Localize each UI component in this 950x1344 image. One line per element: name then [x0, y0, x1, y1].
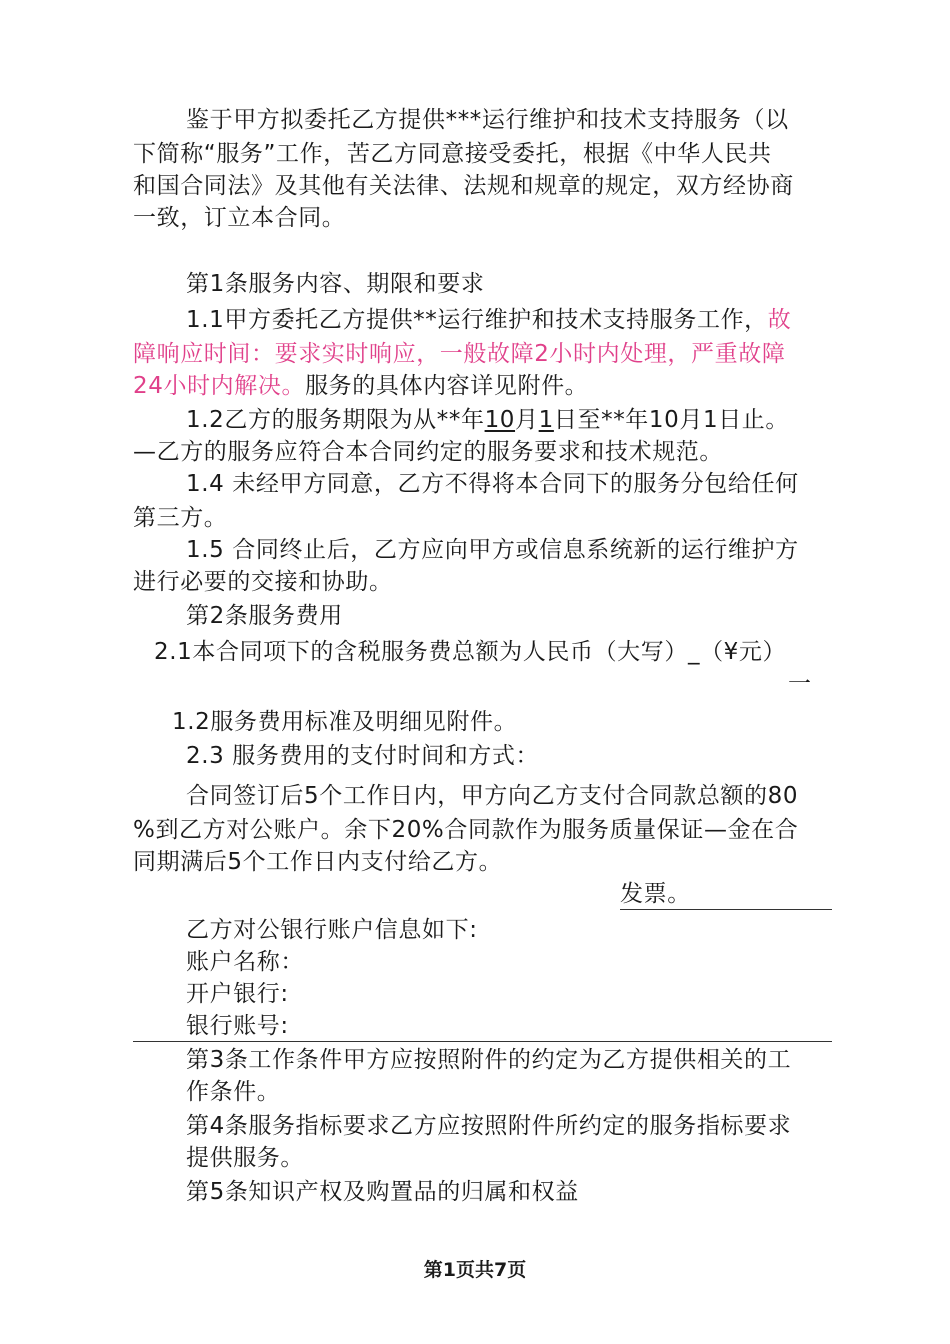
clause-1-4-line-2: 第三方。 — [133, 505, 228, 531]
clause-1-3: —乙方的服务应符合本合同约定的服务要求和技术规范。 — [133, 439, 723, 465]
clause-2-1-dash: 一 — [788, 671, 812, 697]
article-1-heading: 第1条服务内容、期限和要求 — [186, 271, 485, 297]
invoice-underline — [620, 909, 832, 910]
invoice-note: 发票。 — [620, 881, 691, 907]
clause-1-5-line-2: 进行必要的交接和协助。 — [133, 569, 393, 595]
section-divider — [133, 1041, 832, 1042]
article-4-line-1: 第4条服务指标要求乙方应按照附件所约定的服务指标要求 — [186, 1113, 792, 1139]
intro-line-2: 下简称“服务”工作，苦乙方同意接受委托，根据《中华人民共 — [133, 141, 772, 167]
clause-1-1-highlight-end: 24小时内解决。 — [133, 373, 306, 399]
account-number-label: 银行账号: — [186, 1013, 289, 1039]
clause-1-2 — [186, 404, 789, 436]
clause-1-2-end: 日至**年10月1日止。 — [553, 407, 789, 433]
intro-line-3: 和国合同法》及其他有关法律、法规和规章的规定，双方经协商 — [133, 173, 794, 199]
clause-1-1-highlight: 故 — [767, 307, 792, 333]
clause-1-1-highlight-line-2: 障响应时间：要求实时响应，一般故障2小时内处理，严重故障 — [133, 341, 786, 367]
article-2-heading: 第2条服务费用 — [186, 603, 343, 629]
payment-line-2: %到乙方对公账户。余下20%合同款作为服务质量保证—金在合 — [133, 817, 799, 843]
article-5-heading: 第5条知识产权及购置品的归属和权益 — [186, 1179, 579, 1205]
page-number-footer: 第1页共7页 — [423, 1259, 527, 1281]
intro-line-1: 鉴于甲方拟委托乙方提供***运行维护和技术支持服务（以 — [186, 107, 789, 133]
intro-line-4: 一致，订立本合同。 — [133, 205, 346, 231]
payment-line-3: 同期满后5个工作日内支付给乙方。 — [133, 849, 503, 875]
clause-1-1-tail: 服务的具体内容详见附件。 — [305, 373, 589, 399]
clause-1-1-line-1 — [186, 304, 791, 336]
article-3-line-1: 第3条工作条件甲方应按照附件的约定为乙方提供相关的工 — [186, 1047, 792, 1073]
article-3-line-2: 作条件。 — [186, 1079, 281, 1105]
article-4-line-2: 提供服务。 — [186, 1145, 304, 1171]
clause-1-1-line-3 — [133, 370, 588, 402]
clause-1-2-day: 1 — [538, 407, 554, 433]
payment-line-1: 合同签订后5个工作日内，甲方向乙方支付合同款总额的80 — [186, 783, 799, 809]
account-name-label: 账户名称： — [186, 949, 304, 975]
bank-label: 开户银行: — [186, 981, 289, 1007]
clause-1-2-month-unit: 月 — [515, 407, 539, 433]
clause-1-2-start: 1.2乙方的服务期限为从**年 — [186, 407, 485, 433]
clause-1-5-line-1: 1.5 合同终止后，乙方应向甲方或信息系统新的运行维护方 — [186, 537, 799, 563]
clause-1-2-month: 10 — [484, 407, 516, 433]
clause-2-1: 2.1本合同项下的含税服务费总额为人民币（大写）_（¥元） — [154, 639, 787, 665]
clause-2-2: 1.2服务费用标准及明细见附件。 — [172, 709, 518, 735]
clause-1-1-text: 1.1甲方委托乙方提供**运行维护和技术支持服务工作， — [186, 307, 768, 333]
clause-2-3: 2.3 服务费用的支付时间和方式： — [186, 743, 540, 769]
bank-info-intro: 乙方对公银行账户信息如下: — [186, 917, 478, 943]
clause-1-4-line-1: 1.4 未经甲方同意，乙方不得将本合同下的服务分包给任何 — [186, 471, 799, 497]
